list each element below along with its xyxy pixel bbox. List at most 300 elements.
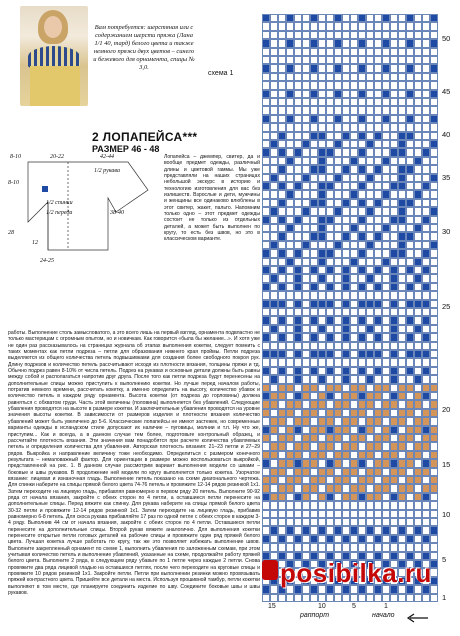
chart-cell: [294, 451, 302, 459]
chart-cell: [278, 14, 286, 22]
chart-cell: [318, 518, 326, 526]
chart-cell: [350, 232, 358, 240]
chart-cell: [414, 106, 422, 114]
chart-cell: [334, 106, 342, 114]
chart-cell: [414, 426, 422, 434]
chart-cell: [366, 451, 374, 459]
chart-cell: [382, 409, 390, 417]
chart-cell: [310, 157, 318, 165]
chart-cell: [318, 140, 326, 148]
chart-cell: [414, 375, 422, 383]
knitting-chart: [262, 14, 438, 602]
chart-cell: [382, 258, 390, 266]
chart-cell: [326, 400, 334, 408]
chart-cell: [374, 325, 382, 333]
chart-cell: [326, 216, 334, 224]
chart-cell: [302, 342, 310, 350]
chart-cell: [302, 73, 310, 81]
chart-cell: [302, 325, 310, 333]
chart-cell: [390, 434, 398, 442]
chart-cell: [310, 73, 318, 81]
chart-cell: [398, 22, 406, 30]
chart-cell: [382, 451, 390, 459]
chart-cell: [390, 73, 398, 81]
chart-cell: [270, 207, 278, 215]
chart-cell: [334, 165, 342, 173]
chart-cell: [286, 98, 294, 106]
chart-cell: [334, 216, 342, 224]
chart-cell: [318, 409, 326, 417]
chart-cell: [422, 157, 430, 165]
chart-cell: [286, 426, 294, 434]
chart-cell: [350, 333, 358, 341]
chart-cell: [326, 39, 334, 47]
chart-cell: [286, 400, 294, 408]
chart-cell: [366, 123, 374, 131]
chart-cell: [318, 73, 326, 81]
chart-cell: [406, 417, 414, 425]
chart-cell: [382, 106, 390, 114]
chart-cell: [342, 392, 350, 400]
chart-cell: [390, 367, 398, 375]
row-number-15: 15: [442, 460, 451, 469]
chart-cell: [318, 207, 326, 215]
chart-cell: [278, 115, 286, 123]
chart-cell: [310, 518, 318, 526]
chart-cell: [374, 493, 382, 501]
chart-cell: [310, 484, 318, 492]
chart-cell: [366, 31, 374, 39]
chart-cell: [422, 266, 430, 274]
chart-cell: [414, 325, 422, 333]
chart-cell: [262, 283, 270, 291]
chart-cell: [302, 333, 310, 341]
chart-cell: [294, 417, 302, 425]
chart-cell: [350, 106, 358, 114]
chart-cell: [398, 384, 406, 392]
chart-cell: [294, 182, 302, 190]
chart-cell: [326, 182, 334, 190]
chart-cell: [390, 224, 398, 232]
chart-cell: [286, 81, 294, 89]
chart-cell: [286, 535, 294, 543]
chart-cell: [302, 459, 310, 467]
chart-cell: [326, 132, 334, 140]
chart-cell: [422, 535, 430, 543]
chart-cell: [310, 350, 318, 358]
chart-cell: [358, 367, 366, 375]
chart-cell: [310, 543, 318, 551]
chart-cell: [430, 392, 438, 400]
chart-cell: [294, 350, 302, 358]
chart-cell: [334, 426, 342, 434]
chart-cell: [286, 216, 294, 224]
chart-cell: [270, 392, 278, 400]
chart-cell: [366, 106, 374, 114]
chart-cell: [406, 190, 414, 198]
chart-cell: [398, 266, 406, 274]
chart-cell: [414, 207, 422, 215]
chart-cell: [414, 291, 422, 299]
chart-cell: [414, 350, 422, 358]
chart-cell: [262, 140, 270, 148]
chart-cell: [318, 434, 326, 442]
chart-cell: [390, 157, 398, 165]
chart-cell: [294, 300, 302, 308]
chart-cell: [350, 409, 358, 417]
chart-cell: [278, 594, 286, 602]
chart-cell: [334, 199, 342, 207]
chart-cell: [310, 106, 318, 114]
chart-cell: [374, 258, 382, 266]
chart-cell: [262, 22, 270, 30]
chart-cell: [366, 476, 374, 484]
row-number-5: 5: [442, 555, 447, 564]
chart-cell: [422, 468, 430, 476]
chart-cell: [286, 274, 294, 282]
chart-cell: [414, 274, 422, 282]
chart-cell: [262, 148, 270, 156]
chart-cell: [382, 174, 390, 182]
schem-label-back: 1/2 спинки: [46, 200, 73, 206]
chart-cell: [390, 392, 398, 400]
chart-cell: [374, 417, 382, 425]
chart-cell: [326, 375, 334, 383]
chart-cell: [302, 375, 310, 383]
chart-cell: [334, 190, 342, 198]
chart-cell: [326, 484, 334, 492]
chart-cell: [342, 123, 350, 131]
chart-cell: [382, 132, 390, 140]
chart-cell: [262, 132, 270, 140]
chart-cell: [270, 417, 278, 425]
chart-cell: [374, 64, 382, 72]
chart-cell: [358, 409, 366, 417]
chart-cell: [326, 308, 334, 316]
chart-cell: [430, 157, 438, 165]
chart-cell: [342, 182, 350, 190]
chart-cell: [414, 392, 422, 400]
chart-cell: [294, 39, 302, 47]
chart-cell: [374, 291, 382, 299]
chart-cell: [390, 451, 398, 459]
chart-cell: [286, 468, 294, 476]
chart-cell: [286, 459, 294, 467]
chart-cell: [334, 493, 342, 501]
chart-cell: [350, 375, 358, 383]
chart-cell: [270, 400, 278, 408]
chart-cell: [382, 535, 390, 543]
chart-cell: [270, 375, 278, 383]
chart-cell: [382, 316, 390, 324]
chart-cell: [286, 493, 294, 501]
chart-cell: [318, 543, 326, 551]
chart-cell: [366, 140, 374, 148]
chart-cell: [374, 459, 382, 467]
chart-cell: [374, 283, 382, 291]
chart-cell: [310, 190, 318, 198]
chart-cell: [262, 258, 270, 266]
chart-cell: [374, 132, 382, 140]
chart-cell: [390, 426, 398, 434]
chart-cell: [366, 232, 374, 240]
chart-cell: [294, 90, 302, 98]
chart-cell: [406, 56, 414, 64]
chart-cell: [326, 333, 334, 341]
chart-cell: [390, 64, 398, 72]
chart-cell: [358, 350, 366, 358]
chart-cell: [422, 165, 430, 173]
chart-cell: [334, 157, 342, 165]
chart-cell: [294, 207, 302, 215]
chart-cell: [350, 358, 358, 366]
chart-cell: [262, 493, 270, 501]
chart-cell: [302, 392, 310, 400]
chart-cell: [318, 459, 326, 467]
chart-cell: [334, 73, 342, 81]
chart-cell: [414, 132, 422, 140]
chart-cell: [278, 98, 286, 106]
chart-cell: [390, 274, 398, 282]
chart-cell: [406, 64, 414, 72]
chart-cell: [302, 48, 310, 56]
chart-cell: [294, 232, 302, 240]
chart-cell: [326, 140, 334, 148]
chart-cell: [294, 216, 302, 224]
chart-cell: [374, 484, 382, 492]
chart-cell: [398, 342, 406, 350]
chart-cell: [390, 468, 398, 476]
chart-cell: [334, 459, 342, 467]
chart-cell: [382, 249, 390, 257]
chart-cell: [422, 22, 430, 30]
chart-cell: [430, 73, 438, 81]
chart-cell: [342, 22, 350, 30]
photo-yoke-pattern: [28, 46, 80, 68]
chart-cell: [318, 258, 326, 266]
chart-cell: [326, 165, 334, 173]
chart-cell: [358, 484, 366, 492]
chart-cell: [358, 358, 366, 366]
chart-cell: [350, 207, 358, 215]
chart-cell: [326, 291, 334, 299]
chart-cell: [326, 14, 334, 22]
chart-cell: [318, 468, 326, 476]
chart-cell: [342, 484, 350, 492]
chart-cell: [382, 22, 390, 30]
chart-cell: [302, 451, 310, 459]
chart-cell: [262, 333, 270, 341]
chart-cell: [302, 81, 310, 89]
chart-cell: [430, 291, 438, 299]
chart-cell: [286, 199, 294, 207]
chart-cell: [294, 358, 302, 366]
chart-cell: [422, 510, 430, 518]
chart-cell: [262, 64, 270, 72]
article-size: РАЗМЕР 46 - 48: [92, 144, 160, 154]
chart-cell: [286, 56, 294, 64]
chart-cell: [262, 106, 270, 114]
chart-cell: [270, 535, 278, 543]
chart-cell: [358, 148, 366, 156]
chart-cell: [342, 333, 350, 341]
chart-cell: [358, 174, 366, 182]
chart-cell: [430, 333, 438, 341]
chart-cell: [406, 157, 414, 165]
chart-cell: [310, 409, 318, 417]
chart-cell: [286, 232, 294, 240]
rapport-label: раппорт: [300, 612, 330, 619]
chart-cell: [318, 81, 326, 89]
chart-cell: [302, 56, 310, 64]
chart-cell: [358, 451, 366, 459]
chart-cell: [390, 594, 398, 602]
chart-cell: [262, 190, 270, 198]
chart-cell: [398, 333, 406, 341]
chart-cell: [406, 148, 414, 156]
chart-cell: [310, 501, 318, 509]
chart-cell: [278, 459, 286, 467]
chart-cell: [310, 283, 318, 291]
chart-cell: [414, 148, 422, 156]
chart-cell: [430, 266, 438, 274]
chart-cell: [374, 140, 382, 148]
chart-cell: [262, 552, 270, 560]
chart-cell: [374, 22, 382, 30]
chart-cell: [406, 468, 414, 476]
chart-cell: [270, 594, 278, 602]
chart-cell: [414, 501, 422, 509]
chart-cell: [278, 216, 286, 224]
chart-cell: [430, 350, 438, 358]
chart-cell: [382, 123, 390, 131]
chart-cell: [430, 224, 438, 232]
chart-cell: [382, 115, 390, 123]
chart-cell: [278, 123, 286, 131]
chart-cell: [350, 493, 358, 501]
chart-cell: [430, 375, 438, 383]
chart-cell: [430, 501, 438, 509]
chart-cell: [422, 543, 430, 551]
chart-cell: [326, 442, 334, 450]
chart-cell: [406, 451, 414, 459]
chart-cell: [358, 258, 366, 266]
chart-cell: [326, 224, 334, 232]
chart-cell: [358, 375, 366, 383]
chart-cell: [414, 199, 422, 207]
chart-cell: [270, 451, 278, 459]
chart-cell: [350, 64, 358, 72]
chart-cell: [390, 350, 398, 358]
row-number-20: 20: [442, 405, 451, 414]
chart-cell: [414, 442, 422, 450]
chart-cell: [358, 434, 366, 442]
chart-cell: [398, 39, 406, 47]
chart-cell: [414, 81, 422, 89]
chart-cell: [278, 174, 286, 182]
chart-cell: [310, 493, 318, 501]
chart-cell: [294, 510, 302, 518]
chart-cell: [326, 56, 334, 64]
chart-cell: [406, 350, 414, 358]
chart-cell: [310, 224, 318, 232]
chart-cell: [310, 90, 318, 98]
chart-cell: [286, 543, 294, 551]
chart-cell: [430, 258, 438, 266]
chart-cell: [374, 90, 382, 98]
chart-cell: [326, 190, 334, 198]
chart-cell: [334, 417, 342, 425]
chart-cell: [414, 31, 422, 39]
chart-cell: [342, 157, 350, 165]
chart-cell: [374, 476, 382, 484]
chart-cell: [430, 543, 438, 551]
chart-cell: [358, 39, 366, 47]
chart-cell: [430, 316, 438, 324]
chart-cell: [382, 417, 390, 425]
chart-cell: [318, 535, 326, 543]
chart-cell: [382, 182, 390, 190]
chart-cell: [430, 48, 438, 56]
chart-cell: [302, 434, 310, 442]
chart-cell: [414, 476, 422, 484]
chart-cell: [366, 484, 374, 492]
chart-cell: [350, 476, 358, 484]
chart-cell: [342, 98, 350, 106]
chart-cell: [326, 115, 334, 123]
chart-cell: [382, 501, 390, 509]
chart-cell: [318, 123, 326, 131]
chart-cell: [318, 367, 326, 375]
chart-cell: [366, 39, 374, 47]
chart-cell: [334, 258, 342, 266]
chart-cell: [430, 442, 438, 450]
chart-cell: [422, 594, 430, 602]
chart-cell: [406, 241, 414, 249]
chart-cell: [414, 594, 422, 602]
chart-cell: [334, 442, 342, 450]
chart-cell: [358, 241, 366, 249]
chart-cell: [430, 165, 438, 173]
col-number-10: 10: [318, 603, 326, 610]
chart-cell: [374, 535, 382, 543]
chart-cell: [310, 308, 318, 316]
chart-cell: [358, 442, 366, 450]
chart-cell: [382, 140, 390, 148]
chart-cell: [422, 132, 430, 140]
chart-cell: [334, 22, 342, 30]
chart-cell: [366, 22, 374, 30]
chart-cell: [398, 375, 406, 383]
chart-cell: [318, 300, 326, 308]
chart-cell: [270, 266, 278, 274]
chart-cell: [342, 518, 350, 526]
chart-cell: [350, 400, 358, 408]
chart-cell: [350, 48, 358, 56]
chart-cell: [278, 56, 286, 64]
chart-cell: [302, 174, 310, 182]
chart-cell: [270, 468, 278, 476]
chart-cell: [390, 510, 398, 518]
chart-cell: [278, 140, 286, 148]
chart-cell: [302, 258, 310, 266]
chart-cell: [334, 39, 342, 47]
article-title: 2 ЛОПАПЕЙСА***: [92, 130, 198, 144]
chart-cell: [398, 64, 406, 72]
chart-cell: [422, 73, 430, 81]
chart-cell: [262, 417, 270, 425]
chart-cell: [294, 115, 302, 123]
